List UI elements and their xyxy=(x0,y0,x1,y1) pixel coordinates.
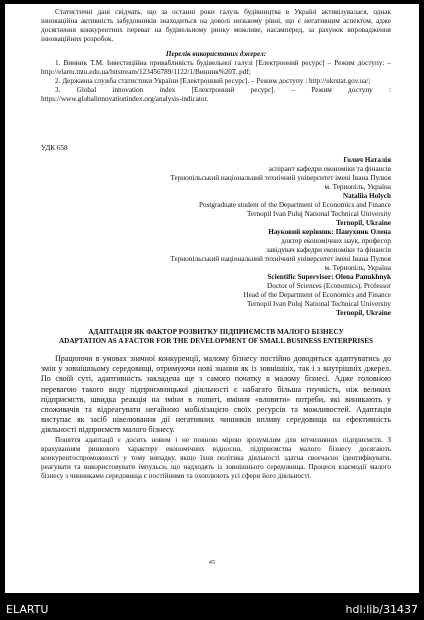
references-title: Перелік використаних джерел: xyxy=(165,50,267,58)
author-en-university: Ternopil Ivan Puluj National Technical University xyxy=(247,210,391,218)
supervisor-ua-degree: доктор економічних наук, професор xyxy=(281,237,391,245)
footer-repository-name: ELARTU xyxy=(6,603,49,616)
page-content xyxy=(41,8,391,481)
author-ua-city: м. Тернопіль, Україна xyxy=(324,183,391,191)
body-paragraph: Поняття адаптації є досить новим і не повною мірою зрозумілим для вітчизняних підприємств. З врахуванням ринкового характеру економічних відносин, підприємства малого бізнесу досягають конкурентоспроможності у тому випадку, якщо їхня політика діяльності здатна своєчасно ідентифікувати, реагувати та використовувати імпульси, що надходять із зовнішнього середовища. Процеси взаємодії малого бізнесу з чинниками середовища є постійними та охоплюють усі сфери його діяльності. xyxy=(41,435,391,480)
reference-item: 3. Global innovation index [Електронний ресурс]. – Режим доступу : https://www.globalinnovationindex.org/analysis-indicator. xyxy=(41,86,391,103)
article-title xyxy=(41,328,391,346)
reference-item: 1. Винник Т.М. Інвестиційна привабливість будівельної галузі [Електронний ресурс] – Режим доступу: –http://elartu.tntu.edu.ua/bitstream/123456789/1122/1/Винник%20Т..pdf; xyxy=(41,59,391,76)
title-en: ADAPTATION AS A FACTOR FOR THE DEVELOPMENT OF SMALL BUSINESS ENTERPRISES xyxy=(58,337,374,345)
title-ua: АДАПТАЦІЯ ЯК ФАКТОР РОЗВИТКУ ПІДПРИЄМСТВ МАЛОГО БІЗНЕСУ xyxy=(88,328,344,336)
supervisor-ua-city: м. Тернопіль, Україна xyxy=(324,264,391,272)
intro-paragraph: Статистичні дані свідчать, що за останні роки галузь будівництва в Україні активізувалася, однак інноваційна активність забудовників знаходиться на доволі низькому рівні, що є негативним аспектом, адже досягнення конкурентних переваг на будівельному ринку можливе, насамперед, за рахунок впровадження інноваційних розробок. xyxy=(41,8,391,43)
udk-code: УДК 658 xyxy=(41,144,68,152)
author-en-name: Nataliia Holych xyxy=(342,192,391,200)
supervisor-en-position: Head of the Department of Economics and Finance xyxy=(243,291,391,299)
footer-handle: hdl:lib/31437 xyxy=(345,603,418,616)
author-en-city: Ternopil, Ukraine xyxy=(336,219,391,227)
supervisor-ua-university: Тернопільський національний технічний університет імені Івана Пулюя xyxy=(170,255,391,263)
author-en-position: Postgraduate student of the Department of Economics and Finance xyxy=(198,201,391,209)
supervisor-en-city: Ternopil, Ukraine xyxy=(336,309,391,317)
body-paragraph: Працюючи в умовах значної конкуренції, малому бізнесу постійно доводиться адаптуватись до змін у зовнішньому середовищі, отримуючи нові знання як із зовнішніх, так і з внутрішніх джерел. По своїй суті, адаптивність закладена ще з самого початку в малому бізнесі. Адже головною перевагою такого виду підприємницької діяльності є набагато більша гнучкість, ніж великих підприємств, швидка реакція на зміни в попиті, вміння «вловити» потреби, які виникають у споживачів та відреагувати негайною мобілізацією своїх ресурсів та можливостей. Адаптація виступає як засіб нівелювання дії негативних чинників впливу середовища на ефективність діяльності підприємств малого бізнесу. xyxy=(41,354,391,435)
supervisor-en-university: Ternopil Ivan Puluj National Technical University xyxy=(247,300,391,308)
page-number: 45 xyxy=(208,559,216,566)
supervisor-en-name: Scientific Supervisor: Olena Panukhnyk xyxy=(267,273,391,281)
supervisor-en-degree: Doctor of Sciences (Economics), Professor xyxy=(267,282,391,290)
author-ua-position: аспірант кафедри економіки та фінансів xyxy=(268,165,391,173)
article-body xyxy=(41,354,391,481)
author-block xyxy=(41,156,391,318)
supervisor-ua-name: Науковий керівник: Панухник Олена xyxy=(268,228,391,236)
reference-item: 2. Державна служба статистики України [Електронний ресурс]. – Режим доступу : http://ukrstat.gov.ua/; xyxy=(55,77,371,85)
supervisor-ua-position: завідувач кафедри економіки та фінансів xyxy=(266,246,391,254)
document-page xyxy=(5,4,419,593)
author-ua-university: Тернопільський національний технічний університет імені Івана Пулюя xyxy=(170,174,391,182)
author-ua-name: Голич Наталія xyxy=(343,156,391,164)
